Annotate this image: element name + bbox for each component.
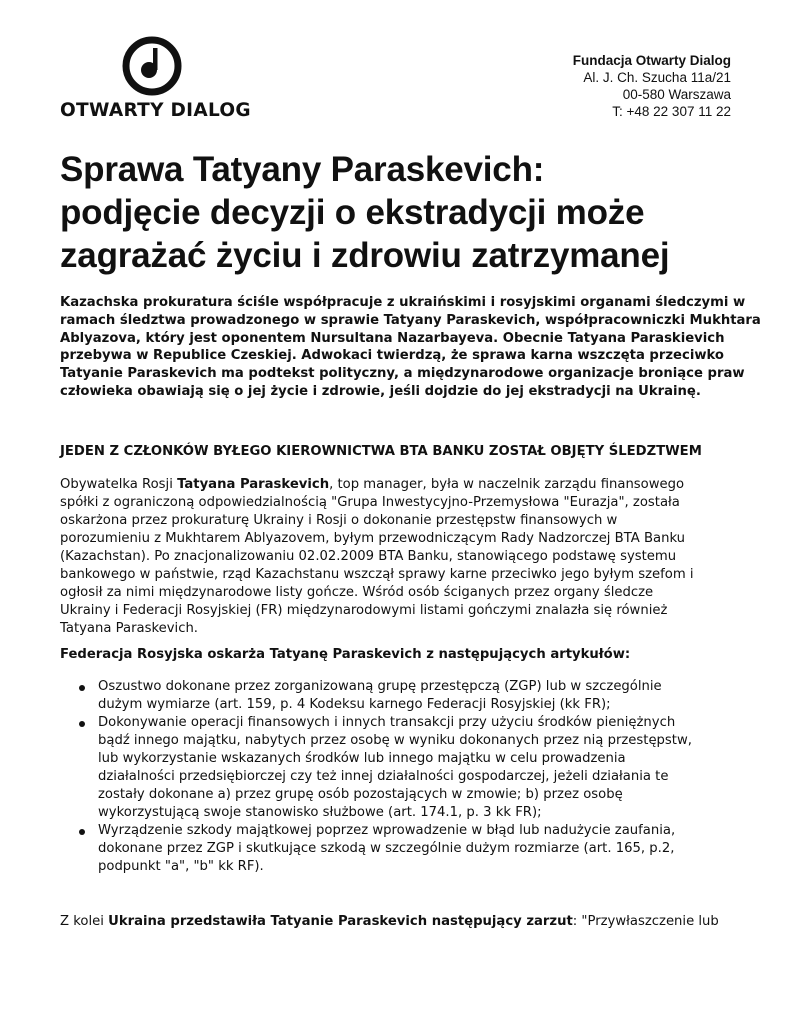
otwarty-dialog-logo-icon — [122, 36, 182, 96]
title-line: zagrażać życiu i zdrowiu zatrzymanej — [60, 236, 670, 275]
lead-paragraph — [60, 294, 761, 401]
lead-line: przebywa w Republice Czeskiej. Adwokaci twierdzą, że sprawa karna wszczęta przeciwko — [60, 348, 724, 364]
body-paragraph — [60, 476, 750, 638]
paragraph-line: Tatyana Paraskevich. — [60, 621, 199, 636]
paragraph-line: Ukrainy i Federacji Rosyjskiej (FR) międzynarodowymi listami gończymi znalazła się również — [60, 603, 668, 618]
bullet-icon — [79, 685, 85, 691]
paragraph-line: (Kazachstan). Po znacjonalizowaniu 02.02.2009 BTA Banku, stanowiącego podstawę systemu — [60, 549, 677, 564]
lead-line: Tatyanie Paraskevich ma podtekst polityczny, a międzynarodowe organizacje broniące praw — [60, 366, 745, 382]
paragraph-line: ogłosił za nimi międzynarodowe listy gończe. Wśród osób ściganych przez organy śledcze — [60, 585, 654, 600]
list-item-line: Wyrządzenie szkody majątkowej poprzez wprowadzenie w błąd lub nadużycie zaufania, — [98, 823, 676, 838]
lead-line: ramach śledztwa prowadzonego w sprawie Tatyany Paraskevich, współpracowniczki Mukhtara — [60, 312, 761, 328]
section-heading: JEDEN Z CZŁONKÓW BYŁEGO KIEROWNICTWA BTA BANKU ZOSTAŁ OBJĘTY ŚLEDZTWEM — [60, 444, 702, 459]
list-item — [98, 678, 738, 714]
paragraph-line: spółki z ograniczoną odpowiedzialnością "Grupa Inwestycyjno-Przemysłowa "Eurazja", została — [60, 495, 680, 510]
charges-heading: Federacja Rosyjska oskarża Tatyanę Paraskevich z następujących artykułów: — [60, 647, 631, 662]
document-title — [60, 148, 740, 277]
phone-number: T: +48 22 307 11 22 — [612, 104, 731, 119]
list-item-line: podpunkt "a", "b" kk RF). — [98, 859, 264, 874]
contact-block — [573, 52, 731, 120]
paragraph-line: oskarżona przez prokuraturę Ukrainy i Rosji o dokonanie przestępstw finansowych w — [60, 513, 618, 528]
paragraph-text: , top manager, była w naczelnik zarządu finansowego — [329, 477, 685, 492]
paragraph-line: bankowego w państwie, rząd Kazachstanu wszczął sprawy karne przeciwko jego byłym szefom i — [60, 567, 694, 582]
title-line: Sprawa Tatyany Paraskevich: — [60, 150, 545, 189]
list-item-line: wykorzystującą swoje stanowisko służbowe (art. 174.1, p. 3 kk FR); — [98, 805, 542, 820]
paragraph-text: Obywatelka Rosji — [60, 477, 178, 492]
list-item-line: zostały dokonane a) przez grupę osób pozostających w zmowie; b) przez osobę — [98, 787, 623, 802]
list-item-line: dużym wymiarze (art. 159, p. 4 Kodeksu karnego Federacji Rosyjskiej (kk FR); — [98, 697, 611, 712]
list-item-line: działalności przedsiębiorczej czy też innej działalności gospodarczej, jeżeli działania te — [98, 769, 669, 784]
address-line-2: 00-580 Warszawa — [622, 87, 731, 102]
paragraph-line: porozumieniu z Mukhtarem Ablyazovem, byłym przewodniczącym Rady Nadzorczej BTA Banku — [60, 531, 686, 546]
list-item-line: lub wykorzystanie wskazanych środków lub innego majątku w celu prowadzenia — [98, 751, 626, 766]
paragraph-text: : "Przywłaszczenie lub — [572, 914, 719, 929]
lead-line: Kazachska prokuratura ściśle współpracuje z ukraińskimi i rosyjskimi organami śledczymi w — [60, 295, 746, 310]
emphasized-text: Ukraina przedstawiła Tatyanie Paraskevich następujący zarzut — [108, 914, 573, 929]
bullet-icon — [79, 829, 85, 835]
bullet-icon — [79, 721, 85, 727]
list-item — [98, 822, 738, 876]
title-line: podjęcie decyzji o ekstradycji może — [60, 193, 645, 232]
list-item-line: Dokonywanie operacji finansowych i innych transakcji przy użyciu środków pieniężnych — [98, 715, 676, 730]
logo-wordmark: OTWARTY DIALOG — [60, 100, 251, 121]
list-item-line: Oszustwo dokonane przez zorganizowaną grupę przestępczą (ZGP) lub w szczególnie — [98, 679, 662, 694]
lead-line: człowieka obawiają się o jej życie i zdrowie, jeśli dojdzie do jej ekstradycji na Ukrainę. — [60, 383, 701, 399]
list-item — [98, 714, 738, 822]
charges-list — [98, 678, 738, 876]
paragraph-line — [60, 476, 750, 494]
list-item-line: bądź innego majątku, nabytych przez osobę w wyniku dokonanych przez nią przestępstw, — [98, 733, 692, 748]
person-name: Tatyana Paraskevich — [177, 477, 330, 492]
closing-paragraph — [60, 914, 719, 929]
lead-line: Ablyazova, który jest oponentem Nursultana Nazarbayeva. Obecnie Tatyana Paraskievich — [60, 330, 725, 346]
organization-name: Fundacja Otwarty Dialog — [572, 53, 731, 68]
list-item-line: dokonane przez ZGP i skutkujące szkodą w szczególnie dużym rozmiarze (art. 165, p.2, — [98, 841, 675, 856]
address-line-1: Al. J. Ch. Szucha 11a/21 — [583, 70, 731, 85]
paragraph-text: Z kolei — [60, 914, 109, 929]
